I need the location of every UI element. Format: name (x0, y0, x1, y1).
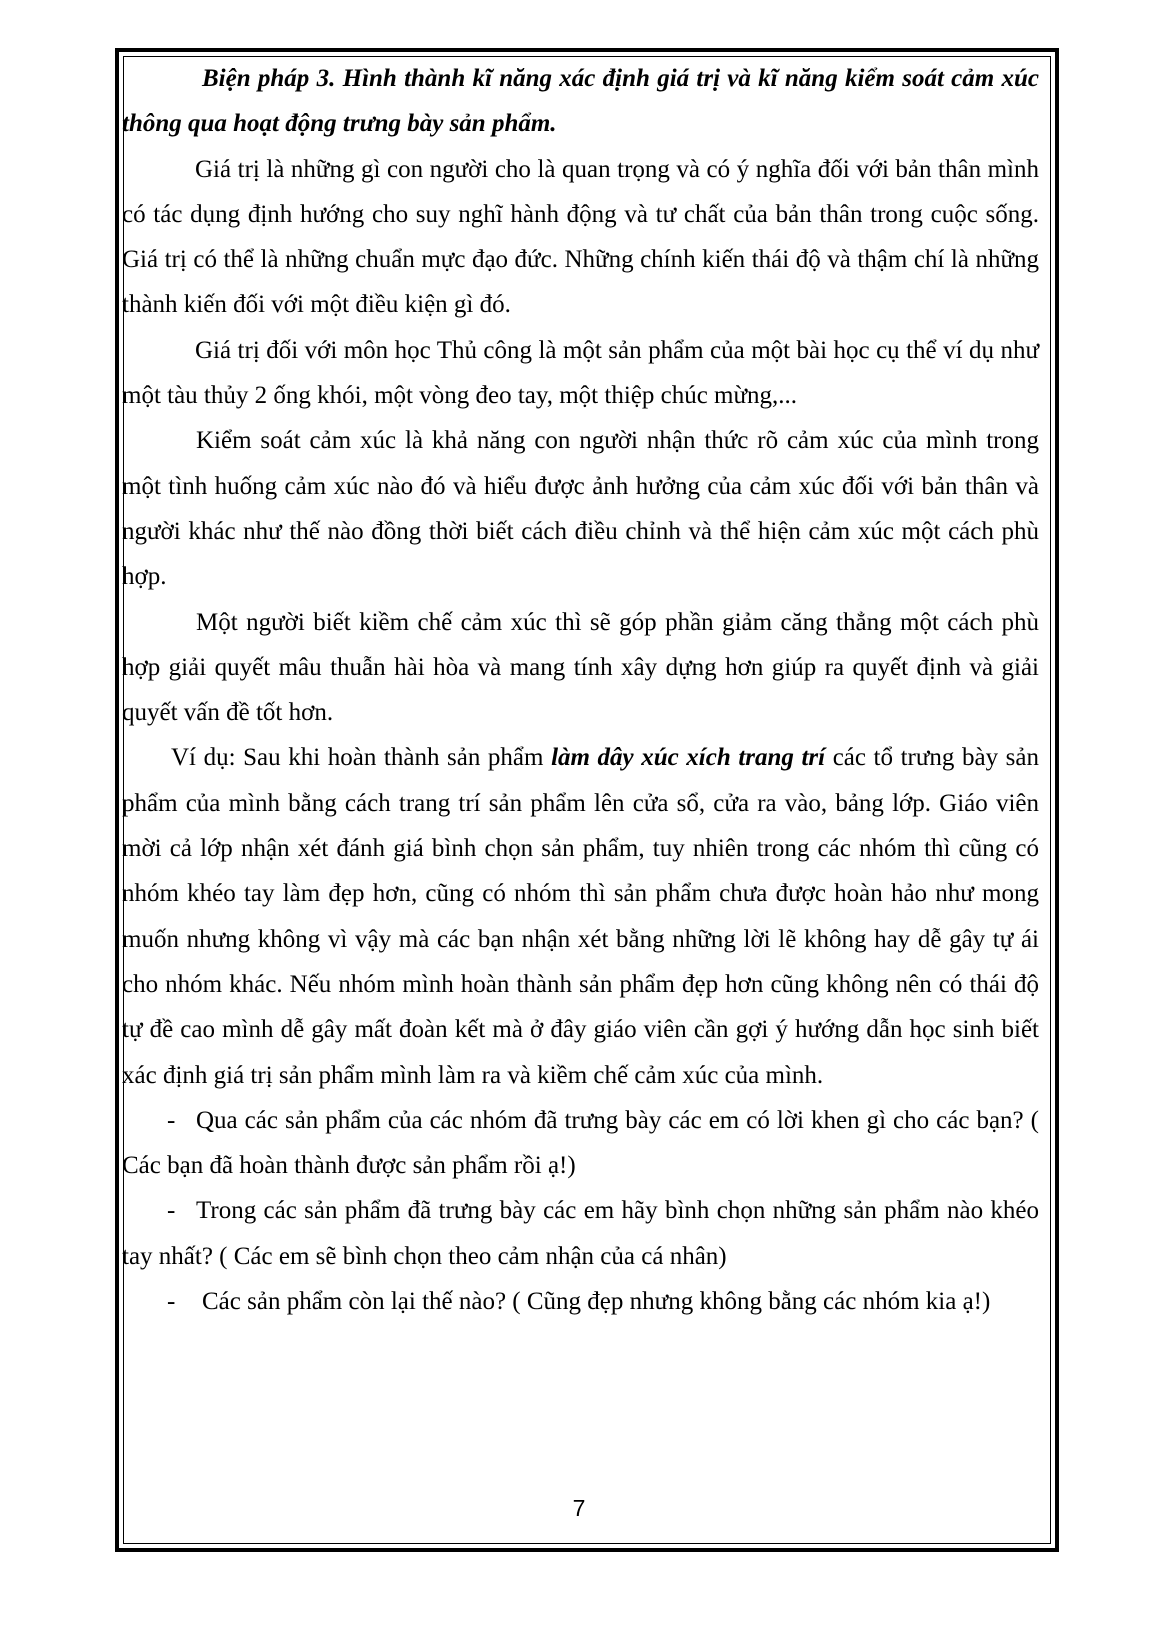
bullet-text: Qua các sản phẩm của các nhóm đã trưng bày các em có lời khen gì cho các bạn? ( Các bạn đã hoàn thành được sản phẩm rồi ạ!) (122, 1106, 1039, 1180)
document-body (122, 56, 1039, 1324)
bullet-dash: - (167, 1288, 176, 1316)
bullet-text: Trong các sản phẩm đã trưng bày các em hãy bình chọn những sản phẩm nào khéo tay nhất? ( Các em sẽ bình chọn theo cảm nhận của cá nhân) (122, 1197, 1039, 1270)
bullet-text: Các sản phẩm còn lại thế nào? ( Cũng đẹp nhưng không bằng các nhóm kia ạ!) (202, 1288, 991, 1316)
example-emphasis: làm dây xúc xích trang trí (551, 744, 826, 772)
bullet-item (122, 1188, 1039, 1279)
example-lead: Ví dụ: Sau khi hoàn thành sản phẩm (171, 744, 552, 772)
bullet-dash: - (167, 1197, 176, 1225)
bullet-item (122, 1098, 1039, 1189)
bullet-item (122, 1279, 1039, 1324)
example-rest: các tổ trưng bày sản phẩm của mình bằng cách trang trí sản phẩm lên cửa sổ, cửa ra vào, bảng lớp. Giáo viên mời cả lớp nhận xét đánh giá bình chọn sản phẩm, tuy nhiên trong các nhóm thì cũng có nhóm khéo tay làm đẹp hơn, cũng có nhóm thì sản phẩm chưa được hoàn hảo như mong muốn nhưng không vì vậy mà các bạn nhận xét bằng những lời lẽ không hay dễ gây tự ái cho nhóm khác. Nếu nhóm mình hoàn thành sản phẩm đẹp hơn cũng không nên có thái độ tự đề cao mình dễ gây mất đoàn kết mà ở đây giáo viên cần gợi ý hướng dẫn học sinh biết xác định giá trị sản phẩm mình làm ra và kiềm chế cảm xúc của mình. (122, 744, 1039, 1089)
page-number: 7 (572, 1495, 586, 1521)
paragraph-value-crafts: Giá trị đối với môn học Thủ công là một sản phẩm của một bài học cụ thể ví dụ như một tàu thủy 2 ống khói, một vòng đeo tay, một thiệp chúc mừng,... (122, 336, 1039, 410)
bullet-dash: - (167, 1106, 176, 1134)
paragraph-example (122, 735, 1039, 1097)
paragraph-restraint: Một người biết kiềm chế cảm xúc thì sẽ góp phần giảm căng thẳng một cách phù hợp giải quyết mâu thuẫn hài hòa và mang tính xây dựng hơn giúp ra quyết định và giải quyết vấn đề tốt hơn. (122, 608, 1039, 727)
paragraph-emotion-control: Kiểm soát cảm xúc là khả năng con người nhận thức rõ cảm xúc của mình trong một tình huống cảm xúc nào đó và hiểu được ảnh hưởng của cảm xúc đối với bản thân và người khác như thế nào đồng thời biết cách điều chỉnh và thể hiện cảm xúc một cách phù hợp. (122, 427, 1039, 591)
paragraph-value-definition: Giá trị là những gì con người cho là quan trọng và có ý nghĩa đối với bản thân mình có tác dụng định hướng cho suy nghĩ hành động và tư chất của bản thân trong cuộc sống. Giá trị có thể là những chuẩn mực đạo đức. Những chính kiến thái độ và thậm chí là những thành kiến đối với một điều kiện gì đó. (122, 155, 1039, 319)
section-heading: Biện pháp 3. Hình thành kĩ năng xác định giá trị và kĩ năng kiểm soát cảm xúc thông qua hoạt động trưng bày sản phẩm. (122, 65, 1039, 138)
